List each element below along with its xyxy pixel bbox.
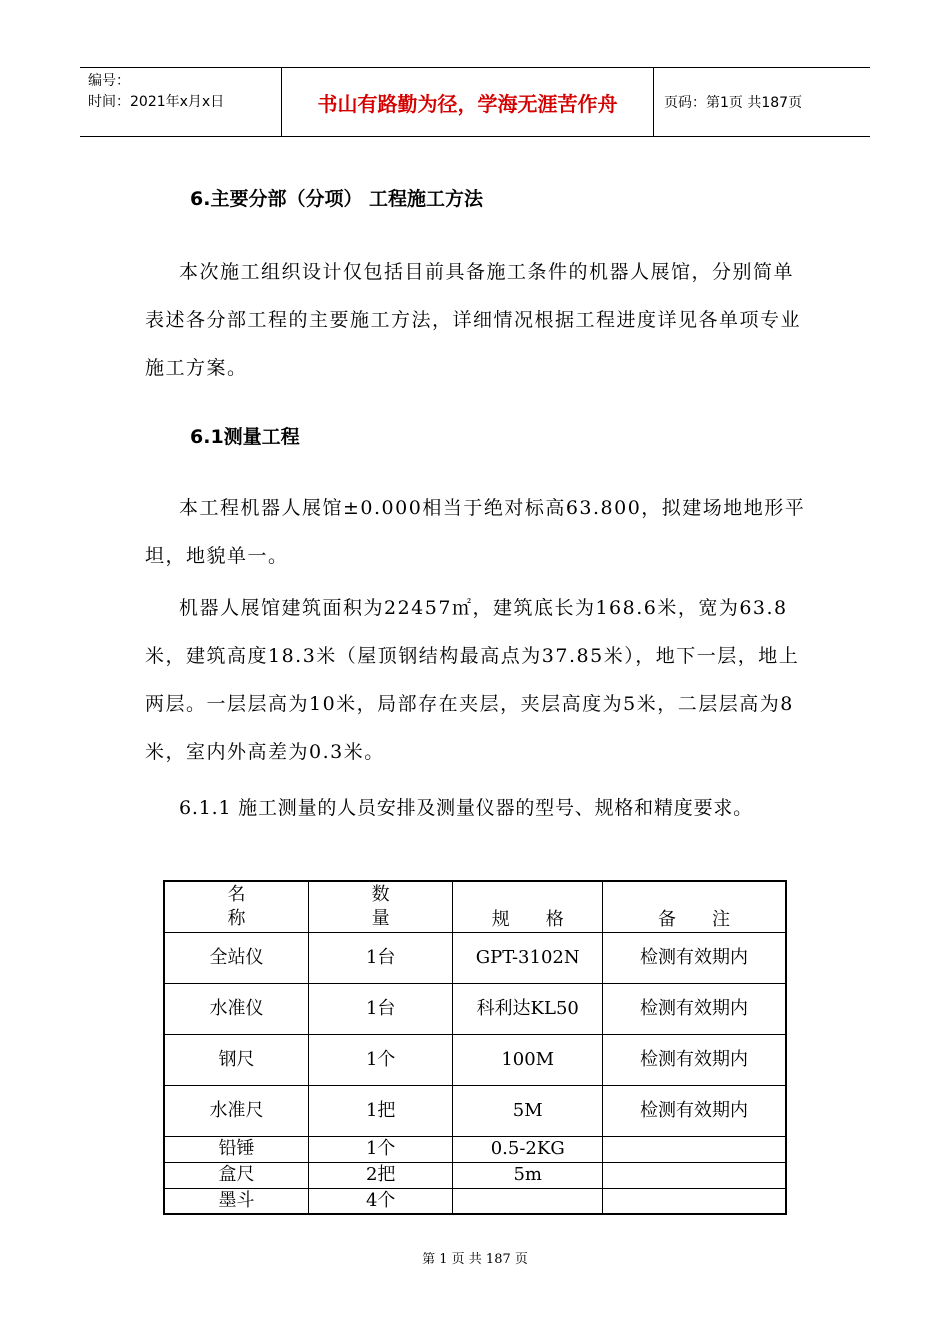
cell-quantity: 1台 [308,983,452,1034]
section-title: 6.主要分部（分项） 工程施工方法 [190,188,484,210]
header-motto: 书山有路勤为径，学海无涯苦作舟 [282,68,654,136]
cell-spec: 科利达KL50 [453,983,603,1034]
cell-name: 墨斗 [164,1188,308,1214]
cell-name: 盒尺 [164,1162,308,1188]
table-header-row [164,881,786,932]
cell-remark: 检测有效期内 [603,1085,786,1136]
cell-name: 全站仪 [164,932,308,983]
instrument-table [163,880,787,1215]
table-row [164,1034,786,1085]
header-meta [80,68,282,136]
header-quantity: 数 量 [308,881,452,932]
cell-quantity: 1个 [308,1034,452,1085]
table-row [164,1188,786,1214]
cell-quantity: 4个 [308,1188,452,1214]
cell-remark [603,1162,786,1188]
cell-spec: 0.5-2KG [453,1136,603,1162]
cell-quantity: 1个 [308,1136,452,1162]
header-remark: 备 注 [603,881,786,932]
cell-remark: 检测有效期内 [603,983,786,1034]
cell-spec: GPT-3102N [453,932,603,983]
header-spec: 规 格 [453,881,603,932]
header-name: 名 称 [164,881,308,932]
cell-spec: 5M [453,1085,603,1136]
table-row [164,1162,786,1188]
cell-name: 水准尺 [164,1085,308,1136]
cell-quantity: 1把 [308,1085,452,1136]
cell-name: 铅锤 [164,1136,308,1162]
header-time: 时间：2021年x月x日 [88,94,225,110]
table-row [164,983,786,1034]
header-number: 编号： [88,73,130,89]
cell-remark: 检测有效期内 [603,1034,786,1085]
table-row [164,1085,786,1136]
cell-spec [453,1188,603,1214]
cell-remark [603,1136,786,1162]
cell-spec: 5m [453,1162,603,1188]
cell-remark [603,1188,786,1214]
cell-quantity: 1台 [308,932,452,983]
subsection-title: 6.1测量工程 [190,426,300,448]
subsection-para-3: 6.1.1 施工测量的人员安排及测量仪器的型号、规格和精度要求。 [179,797,753,819]
page-header [80,67,870,137]
table-row [164,932,786,983]
subsection-para-2: 机器人展馆建筑面积为22457㎡，建筑底长为168.6米，宽为63.8米，建筑高度18.3米（屋顶钢结构最高点为37.85米），地下一层，地上两层。一层层高为10米，局部存在夹层，夹层高度为5米，二层层高为8米，室内外高差为0.3米。 [145,597,800,763]
cell-spec: 100M [453,1034,603,1085]
cell-remark: 检测有效期内 [603,932,786,983]
page-footer: 第 1 页 共 187 页 [422,1252,528,1267]
subsection-para-1: 本工程机器人展馆±0.000相当于绝对标高63.800，拟建场地地形平坦，地貌单一。 [145,497,806,567]
section-intro: 本次施工组织设计仅包括目前具备施工条件的机器人展馆，分别简单表述各分部工程的主要施工方法，详细情况根据工程进度详见各单项专业施工方案。 [145,261,802,379]
table-row [164,1136,786,1162]
header-page-info: 页码：第1页 共187页 [664,95,803,111]
cell-quantity: 2把 [308,1162,452,1188]
cell-name: 钢尺 [164,1034,308,1085]
cell-name: 水准仪 [164,983,308,1034]
